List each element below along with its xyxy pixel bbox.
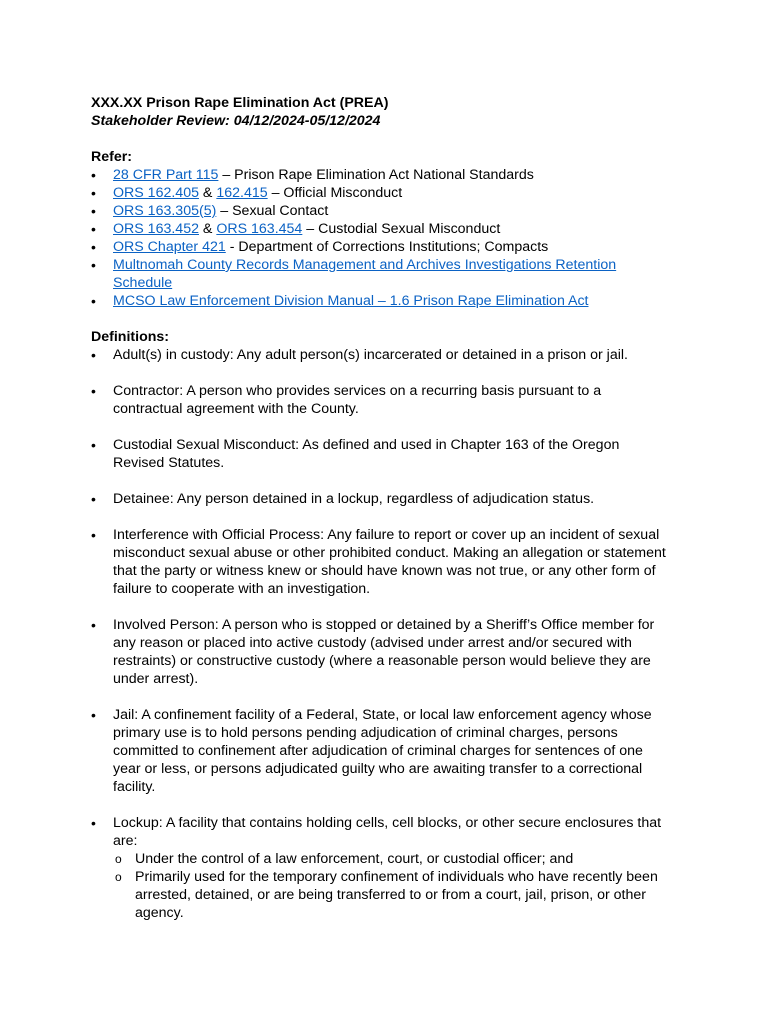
definition-item: • Custodial Sexual Misconduct: As defined and used in Chapter 163 of the Oregon Revised Statutes. [91, 436, 672, 472]
definition-text: Lockup: A facility that contains holding cells, cell blocks, or other secure enclosures that are: [113, 815, 662, 849]
reference-text: - Department of Corrections Institutions; Compacts [225, 239, 549, 255]
reference-link[interactable]: ORS 163.452 [113, 221, 199, 237]
refer-heading: Refer: [91, 149, 132, 165]
definition-item: • Interference with Official Process: Any failure to report or cover up an incident of sexual misconduct sexual abuse or other prohibited conduct. Making an allegation or statement that the party or witness knew or should have known was not true, or any other form of failure to cooperate with an investigation. [91, 526, 672, 598]
document-title: XXX.XX Prison Rape Elimination Act (PREA) [91, 95, 389, 111]
reference-link[interactable]: ORS 163.305(5) [113, 203, 217, 219]
refer-item [91, 202, 672, 220]
definitions-heading: Definitions: [91, 329, 170, 345]
reference-link[interactable]: 162.415 [216, 185, 268, 201]
reference-link[interactable]: Multnomah County Records Management and Archives Investigations Retention Schedule [113, 257, 617, 291]
sub-list-item: o Primarily used for the temporary confinement of individuals who have recently been arrested, detained, or are being transferred to or from a court, jail, prison, or other agency. [113, 868, 672, 922]
lockup-sub-list [113, 850, 672, 922]
reference-link[interactable]: ORS 163.454 [216, 221, 303, 237]
refer-item [91, 256, 672, 292]
reference-link[interactable]: 28 CFR Part 115 [113, 167, 219, 183]
refer-item [91, 220, 672, 238]
document-subtitle: Stakeholder Review: 04/12/2024-05/12/2024 [91, 113, 381, 129]
definition-item: • Involved Person: A person who is stopped or detained by a Sheriff’s Office member for any reason or placed into active custody (advised under arrest and/or secured with restraints) or constructive custody (where a reasonable person would believe they are under arrest). [91, 616, 672, 688]
refer-item [91, 238, 672, 256]
definition-item: • Adult(s) in custody: Any adult person(s) incarcerated or detained in a prison or jail. [91, 346, 672, 364]
definitions-list [91, 346, 672, 922]
definition-item-lockup [91, 814, 672, 922]
reference-link[interactable]: MCSO Law Enforcement Division Manual – 1.6 Prison Rape Elimination Act [113, 293, 589, 309]
refer-item [91, 166, 672, 184]
reference-link[interactable]: ORS Chapter 421 [113, 239, 226, 255]
reference-separator: & [198, 221, 217, 237]
reference-text: – Official Misconduct [267, 185, 403, 201]
refer-item [91, 184, 672, 202]
refer-item [91, 292, 672, 310]
definition-item: • Contractor: A person who provides services on a recurring basis pursuant to a contractual agreement with the County. [91, 382, 672, 418]
definition-item: • Jail: A confinement facility of a Federal, State, or local law enforcement agency whose primary use is to hold persons pending adjudication of criminal charges, persons committed to confinement after adjudication of criminal charges for sentences of one year or less, or persons adjudicated guilty who are awaiting transfer to a correctional facility. [91, 706, 672, 796]
refer-list [91, 166, 672, 310]
reference-text: – Sexual Contact [216, 203, 329, 219]
reference-text: – Custodial Sexual Misconduct [302, 221, 501, 237]
reference-text: – Prison Rape Elimination Act National Standards [218, 167, 534, 183]
definition-item: • Detainee: Any person detained in a lockup, regardless of adjudication status. [91, 490, 672, 508]
sub-list-item: o Under the control of a law enforcement, court, or custodial officer; and [113, 850, 672, 868]
reference-link[interactable]: ORS 162.405 [113, 185, 199, 201]
reference-separator: & [198, 185, 217, 201]
